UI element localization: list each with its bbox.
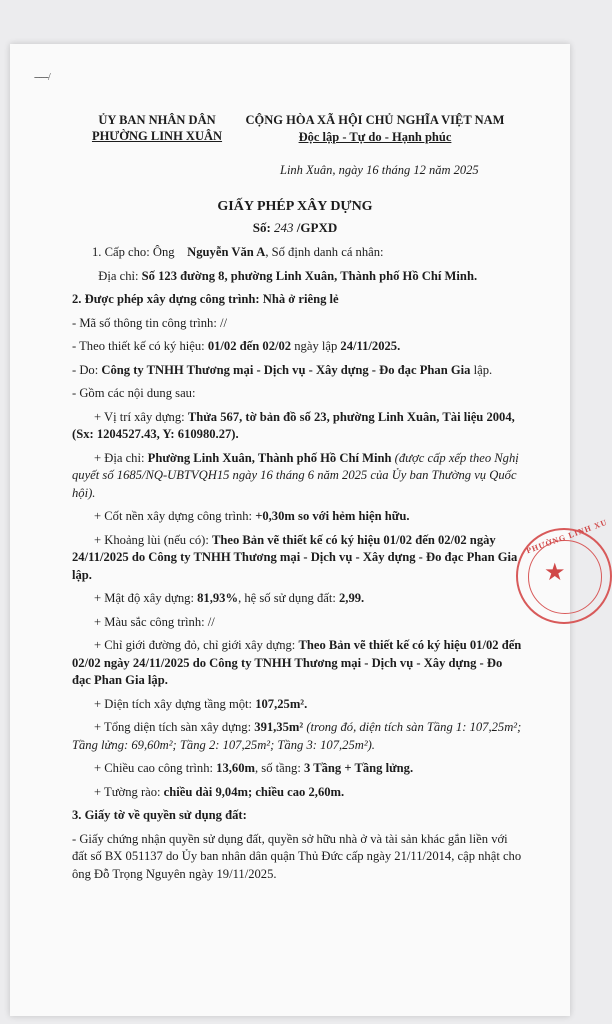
star-icon: ★ xyxy=(544,560,566,586)
document-number xyxy=(150,220,440,236)
national-motto: Độc lập - Tự do - Hạnh phúc xyxy=(298,130,452,144)
loc-pre: + Vị trí xây dựng: xyxy=(94,409,188,424)
number-value: 243 xyxy=(274,220,294,235)
design-ref xyxy=(72,338,522,356)
design-val: 01/02 đến 02/02 xyxy=(207,339,292,353)
project-code: - Mã số thông tin công trình: // xyxy=(72,315,227,330)
setback-pre: + Khoảng lùi (nếu có): xyxy=(94,532,212,547)
setback xyxy=(72,532,522,585)
loc-val: Thửa 567, tờ bản đồ số 23, phường Linh Xuân, Tài liệu 2004, (Sx: 1204527.43, Y: 610980.27). xyxy=(72,409,515,441)
area1-val: 107,25m². xyxy=(255,696,308,711)
setback-val: Theo Bản vẽ thiết kế có ký hiệu 01/02 đến 02/02 ngày 24/11/2025 do Công ty TNHH Thương mại - Dịch vụ - Xây dựng - Đo đạc Phan Gia lập. xyxy=(72,532,518,582)
density-pre: + Mật độ xây dựng: xyxy=(94,591,198,605)
design-pre: - Theo thiết kế có ký hiệu: xyxy=(72,339,208,353)
building-color: + Màu sắc công trình: // xyxy=(94,614,215,629)
total-floor-area xyxy=(72,719,522,754)
by-pre: - Do: xyxy=(72,362,102,377)
location xyxy=(72,409,522,444)
addr-pre: + Địa chỉ: xyxy=(94,450,148,465)
red-seal-stamp xyxy=(516,517,612,624)
issuer-line2: PHƯỜNG LINH XUÂN xyxy=(91,129,223,143)
total-pre: + Tổng diện tích sàn xây dựng: xyxy=(94,720,255,734)
issue-date: Linh Xuân, ngày 16 tháng 12 năm 2025 xyxy=(280,163,479,177)
issuer-line1: ỦY BAN NHÂN DÂN xyxy=(98,113,216,127)
height-floors: 3 Tầng + Tầng lửng. xyxy=(303,761,414,775)
number-suffix: /GPXD xyxy=(293,220,338,235)
height-mid: , số tầng: xyxy=(255,761,304,775)
fence-val: chiều dài 9,04m; chiều cao 2,60m. xyxy=(163,784,345,799)
designer xyxy=(72,362,522,380)
seal-text: PHƯỜNG LINH XU xyxy=(525,517,609,556)
pen-mark: -‐--‐‐/ xyxy=(34,72,50,83)
base-val: +0,30m so với hẻm hiện hữu. xyxy=(255,509,410,523)
sec2-value: Nhà ở riêng lẻ xyxy=(262,292,339,306)
total-val: 391,35m² xyxy=(254,720,304,734)
border-val: Theo Bản vẽ thiết kế có ký hiệu 01/02 đến 02/02 ngày 24/11/2025 do Công ty TNHH Thương mại - Dịch vụ - Xây dựng - Đo đạc Phan Gia lập. xyxy=(72,638,522,687)
national-header xyxy=(230,112,520,146)
height-pre: + Chiều cao công trình: xyxy=(94,761,217,775)
address-value: Số 123 đường 8, phường Linh Xuân, Thành phố Hồ Chí Minh. xyxy=(141,268,478,283)
site-address xyxy=(72,450,522,503)
area1-pre: + Diện tích xây dựng tầng một: xyxy=(94,696,256,711)
density xyxy=(72,590,522,608)
ground-floor-area xyxy=(72,696,522,714)
section-1-line xyxy=(72,244,522,262)
address-label: Địa chỉ: xyxy=(98,268,142,283)
base-level xyxy=(72,508,522,526)
fence-pre: + Tường rào: xyxy=(94,784,164,799)
section-3-line xyxy=(72,807,522,825)
base-pre: + Cốt nền xây dựng công trình: xyxy=(94,509,256,523)
sec1-tail: , Số định danh cá nhân: xyxy=(265,245,384,259)
density-mid: , hệ số sử dụng đất: xyxy=(238,591,339,605)
issuer-header xyxy=(82,112,232,144)
sec2-label: 2. Được phép xây dựng công trình: xyxy=(72,292,263,306)
height-val: 13,60m xyxy=(216,761,255,775)
document-title: GIẤY PHÉP XÂY DỰNG xyxy=(217,199,373,214)
by-tail: lập. xyxy=(470,362,493,377)
land-certificate: - Giấy chứng nhận quyền sử dụng đất, quyền sở hữu nhà ở và tài sản khác gắn liền với đất số BX 051137 do Ủy ban nhân dân quận Thủ Đức cấp ngày 21/11/2014, cập nhật cho ông Đỗ Trọng Nguyên ngày 19/11/2025. xyxy=(72,831,522,881)
total-note: (trong đó, diện tích sàn Tầng 1: 107,25m²; Tầng lửng: 69,60m²; Tầng 2: 107,25m²; Tầng 3: 107,25m²). xyxy=(72,720,522,752)
grantee-address xyxy=(72,268,522,286)
border-pre: + Chỉ giới đường đỏ, chỉ giới xây dựng: xyxy=(94,638,299,652)
by-val: Công ty TNHH Thương mại - Dịch vụ - Xây dựng - Đo đạc Phan Gia xyxy=(101,362,471,377)
density-coef: 2,99. xyxy=(339,591,365,605)
building-height xyxy=(72,760,522,778)
fence xyxy=(72,784,522,802)
grantee-name: Nguyễn Văn A xyxy=(187,245,266,259)
addr-note: (được cấp xếp theo Nghị quyết số 1685/NQ-UBTVQH15 ngày 16 tháng 6 năm 2025 của Ủy ban Thường vụ Quốc hội). xyxy=(72,450,519,500)
number-prefix: Số: xyxy=(252,220,275,235)
design-mid: ngày lập xyxy=(291,339,341,353)
design-date: 24/11/2025. xyxy=(340,339,401,353)
includes-label: - Gồm các nội dung sau: xyxy=(72,386,196,400)
density-val: 81,93% xyxy=(197,591,239,605)
document-body xyxy=(72,244,522,883)
national-title: CỘNG HÒA XÃ HỘI CHỦ NGHĨA VIỆT NAM xyxy=(245,113,505,127)
section-2-line xyxy=(72,291,522,309)
sec1-label: 1. Cấp cho: Ông xyxy=(92,245,175,259)
sec3-label: 3. Giấy tờ về quyền sử dụng đất: xyxy=(72,808,247,822)
addr-val: Phường Linh Xuân, Thành phố Hồ Chí Minh xyxy=(147,450,392,465)
boundary xyxy=(72,637,522,690)
